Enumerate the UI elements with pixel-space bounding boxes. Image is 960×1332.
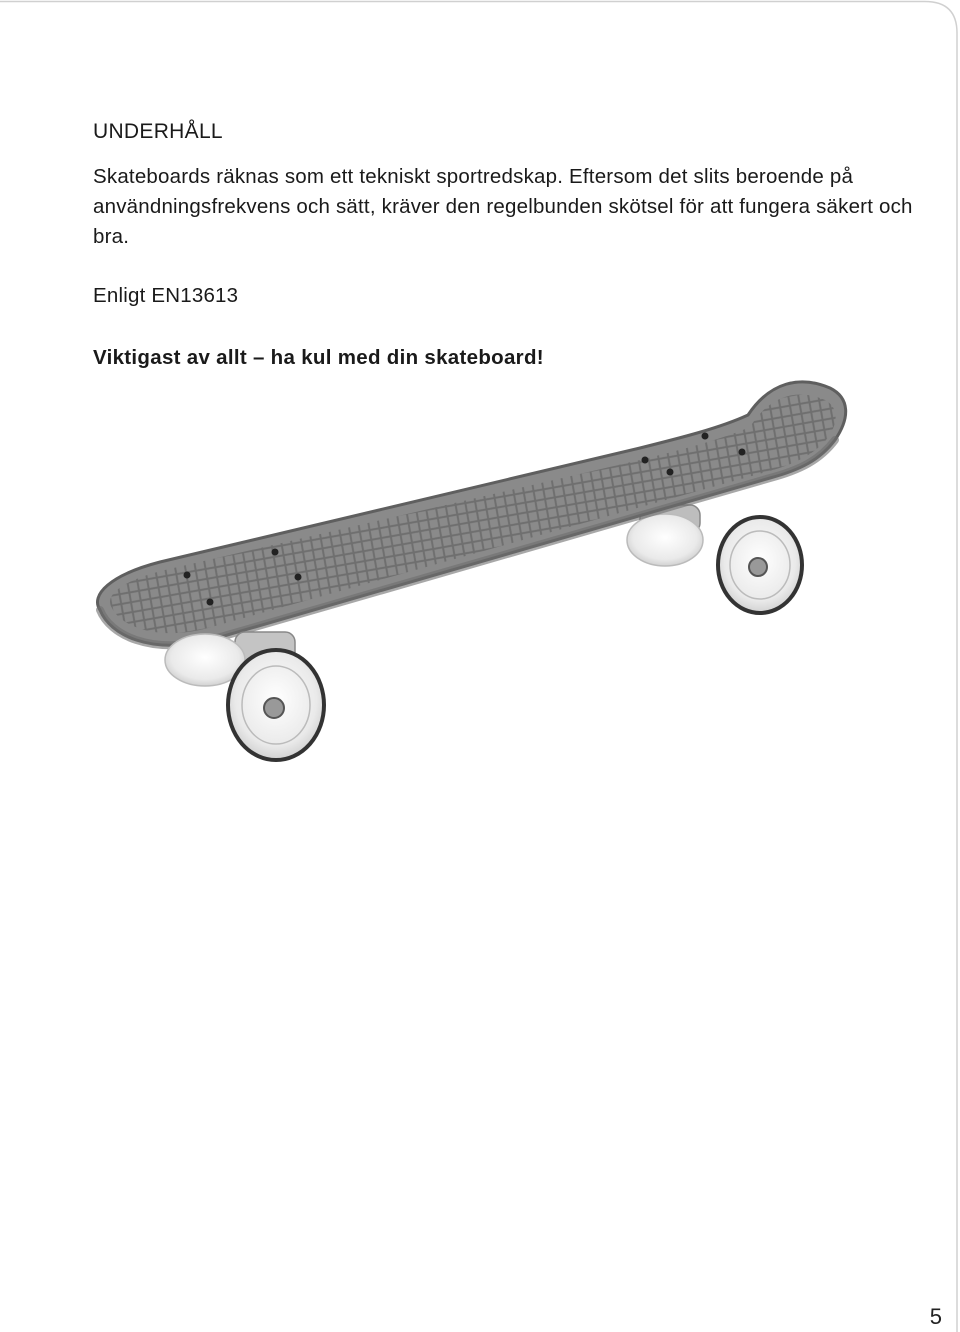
maintenance-paragraph: Skateboards räknas som ett tekniskt sportredskap. Eftersom det slits beroende på användningsfrekvens och sätt, kräver den regelbunden skötsel för att fungera säkert och bra. — [93, 165, 913, 248]
maintenance-section — [93, 120, 913, 370]
section-heading: UNDERHÅLL — [93, 120, 223, 143]
skateboard-deck — [98, 382, 846, 645]
standard-reference: Enligt EN13613 — [93, 284, 239, 307]
skateboard-illustration — [80, 370, 880, 770]
page-number: 5 — [929, 1304, 942, 1329]
closing-line: Viktigast av allt – ha kul med din skateboard! — [93, 346, 544, 369]
rear-wheels — [627, 505, 802, 613]
front-wheels — [165, 632, 324, 760]
